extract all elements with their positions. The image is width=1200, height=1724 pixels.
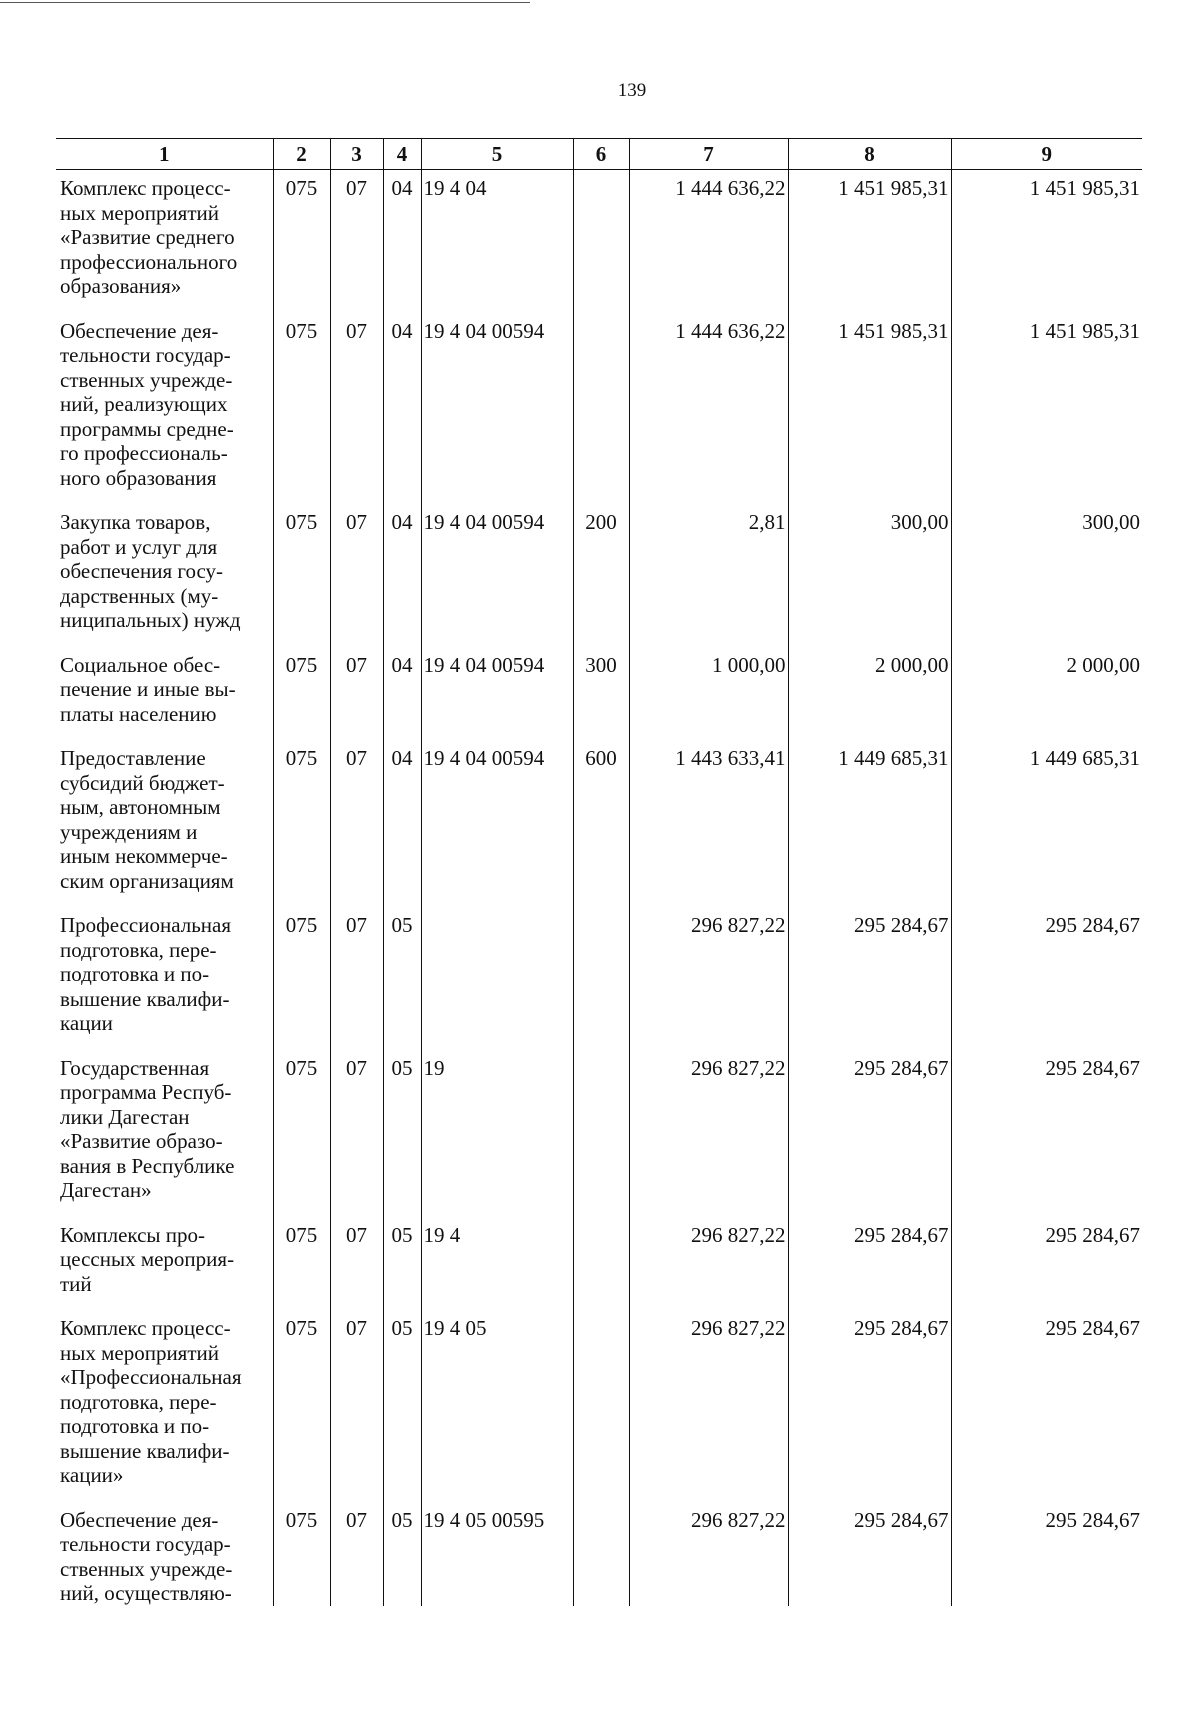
cell-amount-8: 1 449 685,31 xyxy=(788,740,951,907)
row-name: Комплекс процесс- ных мероприятий «Развитие среднего профессионального образования» xyxy=(60,176,238,298)
header-row xyxy=(56,139,1142,170)
cell-subsection: 04 xyxy=(383,740,421,907)
cell-amount-8: 295 284,67 xyxy=(788,1050,951,1217)
header-col-4: 4 xyxy=(383,139,421,170)
cell-expense-type xyxy=(573,313,629,505)
cell-expense-type: 200 xyxy=(573,504,629,647)
row-name: Профессиональная подготовка, пере- подготовка и по- вышение квалифи- кации xyxy=(60,913,232,1035)
cell-amount-7: 296 827,22 xyxy=(629,1050,788,1217)
header-col-3: 3 xyxy=(330,139,383,170)
row-name: Комплексы про- цессных мероприя- тий xyxy=(60,1222,235,1296)
cell-section: 07 xyxy=(330,1310,383,1502)
cell-section: 07 xyxy=(330,1502,383,1606)
cell-amount-8: 295 284,67 xyxy=(788,1502,951,1606)
cell-program-code: 19 4 04 00594 xyxy=(421,647,573,741)
cell-amount-7: 296 827,22 xyxy=(629,1217,788,1311)
cell-program-code: 19 4 xyxy=(421,1217,573,1311)
cell-amount-9: 295 284,67 xyxy=(951,1310,1142,1502)
cell-ministry: 075 xyxy=(273,1502,330,1606)
row-name: Обеспечение дея- тельности государ- ственных учрежде- ний, реализующих программы средне- го профессиональ- ного образования xyxy=(60,318,234,490)
cell-amount-8: 1 451 985,31 xyxy=(788,313,951,505)
cell-ministry: 075 xyxy=(273,907,330,1050)
cell-subsection: 05 xyxy=(383,1310,421,1502)
cell-amount-7: 1 443 633,41 xyxy=(629,740,788,907)
cell-amount-8: 295 284,67 xyxy=(788,1217,951,1311)
cell-section: 07 xyxy=(330,907,383,1050)
cell-ministry: 075 xyxy=(273,313,330,505)
cell-subsection: 05 xyxy=(383,1050,421,1217)
cell-amount-7: 296 827,22 xyxy=(629,1310,788,1502)
table-body xyxy=(56,170,1142,1606)
cell-section: 07 xyxy=(330,170,383,313)
cell-ministry: 075 xyxy=(273,647,330,741)
cell-expense-type xyxy=(573,170,629,313)
cell-amount-9: 2 000,00 xyxy=(951,647,1142,741)
cell-subsection: 04 xyxy=(383,504,421,647)
cell-amount-8: 2 000,00 xyxy=(788,647,951,741)
header-col-8: 8 xyxy=(788,139,951,170)
cell-program-code: 19 xyxy=(421,1050,573,1217)
cell-amount-9: 295 284,67 xyxy=(951,1217,1142,1311)
cell-ministry: 075 xyxy=(273,1050,330,1217)
top-rule xyxy=(0,2,530,3)
table-row xyxy=(56,647,1142,741)
cell-amount-9: 1 451 985,31 xyxy=(951,170,1142,313)
table-row xyxy=(56,907,1142,1050)
budget-table xyxy=(56,138,1142,1606)
cell-amount-8: 295 284,67 xyxy=(788,907,951,1050)
cell-section: 07 xyxy=(330,740,383,907)
cell-expense-type: 300 xyxy=(573,647,629,741)
row-name: Государственная программа Респуб- лики Дагестан «Развитие образо- вания в Республике Дагестан» xyxy=(60,1055,235,1202)
cell-section: 07 xyxy=(330,504,383,647)
cell-program-code: 19 4 04 00594 xyxy=(421,504,573,647)
cell-program-code: 19 4 04 00594 xyxy=(421,313,573,505)
cell-subsection: 05 xyxy=(383,907,421,1050)
cell-expense-type xyxy=(573,1502,629,1606)
cell-ministry: 075 xyxy=(273,1310,330,1502)
cell-amount-8: 300,00 xyxy=(788,504,951,647)
row-name: Предоставление субсидий бюджет- ным, автономным учреждениям и иным некоммерче- ским организациям xyxy=(60,746,234,893)
cell-amount-9: 295 284,67 xyxy=(951,907,1142,1050)
cell-ministry: 075 xyxy=(273,1217,330,1311)
cell-amount-9: 300,00 xyxy=(951,504,1142,647)
cell-amount-7: 296 827,22 xyxy=(629,1502,788,1606)
cell-subsection: 05 xyxy=(383,1217,421,1311)
cell-amount-8: 1 451 985,31 xyxy=(788,170,951,313)
header-col-6: 6 xyxy=(573,139,629,170)
row-name: Закупка товаров, работ и услуг для обеспечения госу- дарственных (му- ниципальных) нужд xyxy=(60,510,241,632)
cell-expense-type xyxy=(573,1310,629,1502)
cell-amount-7: 2,81 xyxy=(629,504,788,647)
row-name: Обеспечение дея- тельности государ- ственных учрежде- ний, осуществляю- xyxy=(60,1507,233,1605)
cell-expense-type xyxy=(573,1050,629,1217)
page-number: 139 xyxy=(617,80,647,101)
table-row xyxy=(56,740,1142,907)
table-row xyxy=(56,1502,1142,1606)
cell-amount-9: 295 284,67 xyxy=(951,1050,1142,1217)
row-name: Социальное обес- печение и иные вы- платы населению xyxy=(60,652,236,726)
cell-subsection: 04 xyxy=(383,170,421,313)
cell-amount-7: 296 827,22 xyxy=(629,907,788,1050)
cell-program-code: 19 4 05 00595 xyxy=(421,1502,573,1606)
table-row xyxy=(56,170,1142,313)
cell-amount-8: 295 284,67 xyxy=(788,1310,951,1502)
cell-subsection: 04 xyxy=(383,313,421,505)
cell-expense-type: 600 xyxy=(573,740,629,907)
table-row xyxy=(56,504,1142,647)
table-row xyxy=(56,1217,1142,1311)
header-col-5: 5 xyxy=(421,139,573,170)
cell-section: 07 xyxy=(330,313,383,505)
cell-expense-type xyxy=(573,907,629,1050)
cell-amount-7: 1 444 636,22 xyxy=(629,313,788,505)
cell-amount-9: 1 451 985,31 xyxy=(951,313,1142,505)
header-col-1: 1 xyxy=(56,139,273,170)
cell-section: 07 xyxy=(330,1217,383,1311)
cell-subsection: 05 xyxy=(383,1502,421,1606)
cell-ministry: 075 xyxy=(273,740,330,907)
header-col-7: 7 xyxy=(629,139,788,170)
cell-ministry: 075 xyxy=(273,170,330,313)
cell-expense-type xyxy=(573,1217,629,1311)
header-col-2: 2 xyxy=(273,139,330,170)
cell-ministry: 075 xyxy=(273,504,330,647)
cell-section: 07 xyxy=(330,1050,383,1217)
cell-amount-7: 1 000,00 xyxy=(629,647,788,741)
cell-program-code xyxy=(421,907,573,1050)
table-row xyxy=(56,313,1142,505)
cell-subsection: 04 xyxy=(383,647,421,741)
header-col-9: 9 xyxy=(951,139,1142,170)
cell-amount-7: 1 444 636,22 xyxy=(629,170,788,313)
cell-program-code: 19 4 04 00594 xyxy=(421,740,573,907)
cell-section: 07 xyxy=(330,647,383,741)
row-name: Комплекс процесс- ных мероприятий «Профессиональная подготовка, пере- подготовка и по- вышение квалифи- кации» xyxy=(60,1316,242,1487)
table-row xyxy=(56,1050,1142,1217)
cell-program-code: 19 4 05 xyxy=(421,1310,573,1502)
table-row xyxy=(56,1310,1142,1502)
cell-amount-9: 295 284,67 xyxy=(951,1502,1142,1606)
cell-amount-9: 1 449 685,31 xyxy=(951,740,1142,907)
cell-program-code: 19 4 04 xyxy=(421,170,573,313)
